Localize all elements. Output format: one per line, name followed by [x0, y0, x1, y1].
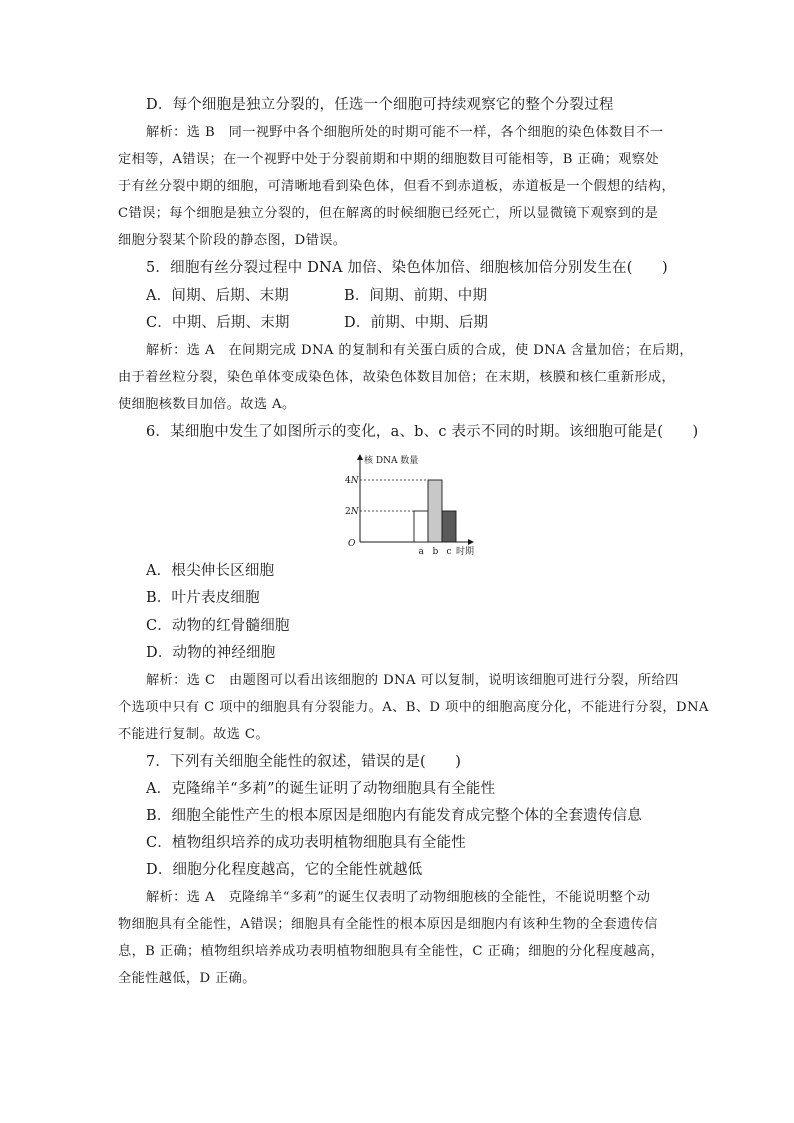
x-axis-label: 时期	[456, 547, 475, 557]
y-axis-label: 核 DNA 数量	[364, 456, 419, 466]
question-7-explanation-line-2: 物细胞具有全能性，A错误；细胞具有全能性的根本原因是细胞内有该种生物的全套遗传信	[118, 917, 658, 932]
question-5-option-b: B．间期、前期、中期	[344, 288, 488, 304]
question-7-option-d: D．细胞分化程度越高，它的全能性就越低	[146, 862, 423, 878]
x-axis-arrow	[468, 539, 474, 545]
question-6-option-c: C．动物的红骨髓细胞	[146, 618, 290, 634]
origin-label: O	[348, 539, 356, 549]
question-5-stem: 5．细胞有丝分裂过程中 DNA 加倍、染色体加倍、细胞核加倍分别发生在( )	[146, 260, 668, 276]
question-5-explanation-line-3: 使细胞核数目加倍。故选 A。	[118, 397, 296, 412]
question-7-explanation-line-3: 息，B 正确；植物组织培养成功表明植物细胞具有全能性，C 正确；细胞的分化程度越高，	[118, 944, 665, 959]
prev-explanation-line-1: 解析：选 B 同一视野中各个细胞所处的时期可能不一样，各个细胞的染色体数目不一	[146, 125, 664, 140]
prev-option-d: D．每个细胞是独立分裂的，任选一个细胞可持续观察它的整个分裂过程	[146, 97, 614, 113]
question-6-explanation-line-1: 解析：选 C 由题图可以看出该细胞的 DNA 可以复制，说明该细胞可进行分裂，所给四	[146, 673, 679, 688]
y-tick-label-4N: 4N	[345, 476, 359, 486]
prev-explanation-line-5: 细胞分裂某个阶段的静态图，D错误。	[118, 233, 347, 248]
question-5-explanation-line-2: 由于着丝粒分裂，染色单体变成染色体，故染色体数目加倍；在末期，核膜和核仁重新形成，	[118, 370, 676, 385]
x-tick-label-a: a	[418, 547, 424, 557]
x-tick-label-b: b	[432, 547, 439, 557]
y-tick-label-2N: 2N	[345, 507, 359, 517]
bar-b	[428, 480, 442, 542]
question-5-explanation-line-1: 解析：选 A 在间期完成 DNA 的复制和有关蛋白质的合成，使 DNA 含量加倍；在后期，	[146, 343, 693, 358]
question-6-explanation-line-2: 个选项中只有 C 项中的细胞具有分裂能力。A、B、D 项中的细胞高度分化，不能进行分裂，DNA	[118, 700, 709, 715]
x-tick-label-c: c	[446, 547, 452, 557]
prev-explanation-line-3: 于有丝分裂中期的细胞，可清晰地看到染色体，但看不到赤道板，赤道板是一个假想的结构，	[118, 179, 676, 194]
question-6-stem: 6．某细胞中发生了如图所示的变化，a、b、c 表示不同的时期。该细胞可能是( )	[146, 424, 699, 440]
question-5-option-a: A．间期、后期、末期	[146, 288, 289, 304]
question-6-option-d: D．动物的神经细胞	[146, 645, 276, 661]
question-7-explanation-line-4: 全能性越低，D 正确。	[118, 971, 256, 986]
question-5-option-d: D．前期、中期、后期	[344, 315, 489, 331]
bar-c	[442, 511, 456, 542]
y-axis-arrow	[357, 454, 363, 460]
question-6-option-a: A．根尖伸长区细胞	[146, 563, 275, 579]
dna-content-bar-chart	[336, 446, 496, 558]
question-7-option-a: A．克隆绵羊“多莉”的诞生证明了动物细胞具有全能性	[146, 781, 496, 797]
bar-a	[414, 511, 428, 542]
prev-explanation-line-4: C错误；每个细胞是独立分裂的，但在解离的时候细胞已经死亡，所以显微镜下观察到的是	[118, 206, 659, 221]
question-7-stem: 7．下列有关细胞全能性的叙述，错误的是( )	[146, 754, 462, 770]
question-7-option-b: B．细胞全能性产生的根本原因是细胞内有能发育成完整个体的全套遗传信息	[146, 808, 642, 824]
question-6-explanation-line-3: 不能进行复制。故选 C。	[118, 727, 269, 742]
question-7-explanation-line-1: 解析：选 A 克隆绵羊“多莉”的诞生仅表明了动物细胞核的全能性，不能说明整个动	[146, 890, 651, 905]
question-6-option-b: B．叶片表皮细胞	[146, 590, 260, 606]
question-7-option-c: C．植物组织培养的成功表明植物细胞具有全能性	[146, 835, 466, 851]
question-5-option-c: C．中期、后期、末期	[146, 315, 290, 331]
prev-explanation-line-2: 定相等，A错误；在一个视野中处于分裂前期和中期的细胞数目可能相等，B 正确；观察处	[118, 152, 659, 167]
